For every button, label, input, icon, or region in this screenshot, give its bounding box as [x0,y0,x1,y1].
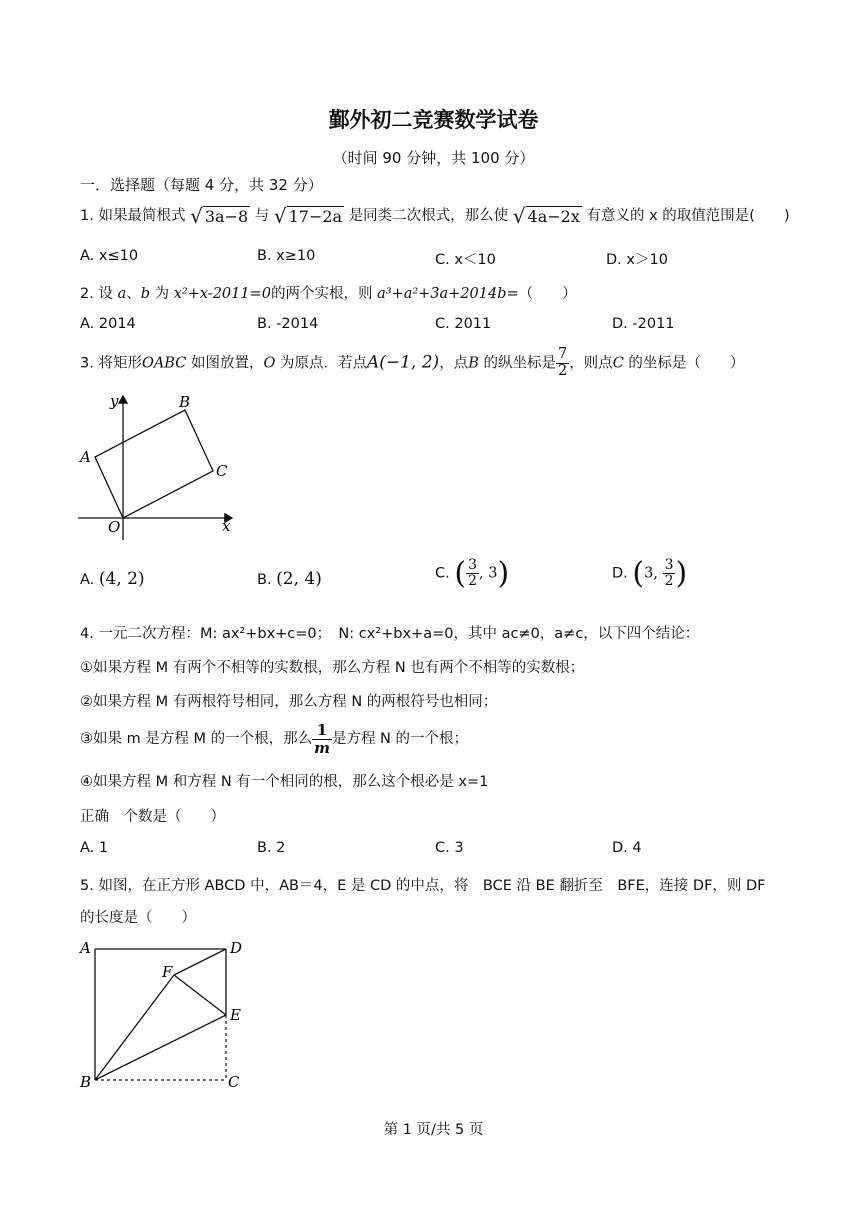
page-subtitle: （时间 90 分钟，共 100 分） [332,149,535,167]
q1-mid2: 是同类二次根式，那么使 [348,208,509,224]
q2-text-a: 2. 设 [80,286,113,302]
q1-radical-2: √ 17−2a [273,204,343,228]
q3-point-c: C [612,355,624,372]
label-a: A [80,939,91,957]
q4-option-a: A. 1 [80,840,109,856]
q2-text-c: 为 [154,286,170,302]
q1-radical-3: √ 4a−2x [512,204,580,228]
q3-option-a: A. (4, 2) [80,569,145,589]
q3-figure [74,388,244,548]
q3-point-a: A(−1, 2) [366,352,440,373]
label-a: A [80,448,91,466]
label-o: O [108,518,121,536]
q4-statement-1: ①如果方程 M 有两个不相等的实数根，那么方程 N 也有两个不相等的实数根； [80,660,585,676]
q3-origin: O [263,355,276,372]
q3-text-3: ，点 [439,355,469,372]
question-1 [80,204,790,228]
q2-equation-2: a³+a²+3a+2014b= [377,286,519,302]
q5-figure [76,936,256,1096]
label-d: D [230,939,243,957]
q5-line-2: 的长度是（ ） [80,910,196,926]
q3-text-4: 的纵坐标是 [483,355,556,372]
q2-option-c: C. 2011 [435,316,492,332]
section-heading: 一．选择题（每题 4 分，共 32 分） [80,176,323,194]
q2-option-d: D. -2011 [612,316,675,332]
q2-option-b: B. -2014 [257,316,319,332]
q3-fraction: $\frac{7}{2}$ [557,346,568,379]
label-b: B [179,393,191,411]
question-3 [80,347,744,380]
q2-equation-1: x²+x-2011=0 [173,286,271,302]
q3-text-5: ，则点 [569,355,613,372]
q2-text-b: 、 [126,286,141,302]
q1-suffix: 有意义的 x 的取值范围是( ) [586,208,790,224]
label-c: C [216,462,228,480]
q1-option-c: C. x＜10 [435,252,496,268]
q3-rect-name: OABC [141,355,187,372]
q3-prefix: 3. 将矩形 [80,355,142,372]
q2-var-a: a [117,286,127,302]
q2-text-d: 的两个实根，则 [270,286,373,302]
q1-option-b: B. x≥10 [257,248,316,264]
q3-text-6: 的坐标是（ ） [628,355,745,372]
q3-text-2: 为原点．若点 [279,355,367,372]
q4-option-d: D. 4 [612,840,642,856]
page-title: 鄞外初二竞赛数学试卷 [328,108,539,132]
page-footer: 第 1 页/共 5 页 [383,1122,484,1138]
label-e: E [230,1006,241,1024]
q4-option-c: C. 3 [435,840,464,856]
q2-var-b: b [140,286,151,302]
label-f: F [162,963,173,981]
q4-stem: 4. 一元二次方程：M: ax²+bx+c=0； N: cx²+bx+a=0，其中 ac≠0，a≠c，以下四个结论： [80,626,700,642]
label-c: C [228,1073,240,1091]
q4-statement-4: ④如果方程 M 和方程 N 有一个相同的根，那么这个根必是 x=1 [80,774,489,790]
q4-statement-2: ②如果方程 M 有两根符号相同，那么方程 N 的两根符号也相同； [80,694,498,710]
q3-option-c: C. ( $\frac{3}{2}$ , 3) [435,556,510,591]
question-2 [80,282,577,303]
q2-text-e: （ ） [518,286,577,302]
label-y: y [110,392,119,410]
q4-statement-3: ③如果 m 是方程 M 的一个根，那么 $\frac{1}{m}$ 是方程 N 的一个根； [80,721,469,757]
q2-option-a: A. 2014 [80,316,136,332]
q1-radical-1: √ 3a−8 [190,204,249,228]
q3-option-b: B. (2, 4) [257,569,322,589]
label-x: x [222,517,231,535]
rectangle-oabc [95,410,213,518]
q3-text-1: 如图放置， [190,355,264,372]
q4-option-b: B. 2 [257,840,286,856]
q3-option-d: D. (3, $\frac{3}{2}$ ) [612,556,688,591]
q1-mid1: 与 [254,208,270,224]
q1-prefix: 1. 如果最简根式 [80,208,186,224]
q4-question: 正确 个数是（ ） [80,809,225,825]
q1-option-d: D. x＞10 [606,252,668,268]
label-b: B [80,1073,92,1091]
q5-line-1: 5. 如图，在正方形 ABCD 中，AB＝4，E 是 CD 的中点，将 BCE 沿 BE 翻折至 BFE，连接 DF，则 DF [80,878,766,894]
q3-point-b: B [468,355,479,372]
q1-option-a: A. x≤10 [80,248,139,264]
